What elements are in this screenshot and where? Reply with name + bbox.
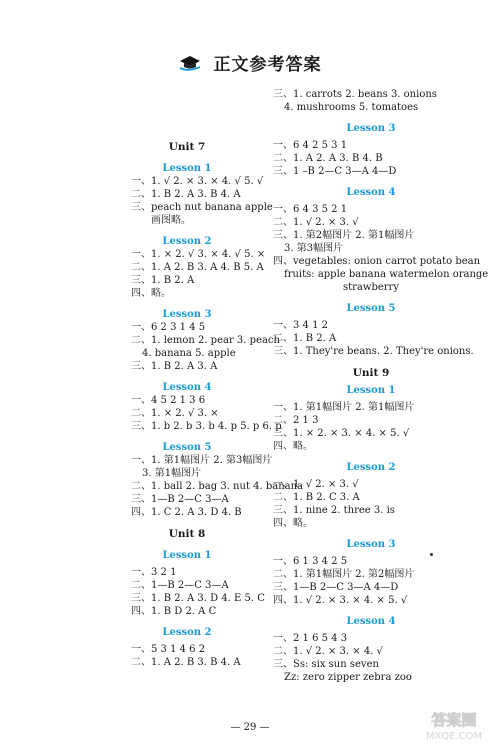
answer-line: 一、1. √ 2. × 3. × 4. √ 5. √ [131,176,264,187]
answer-line: 二、1—B 2—C 3—A [131,580,229,591]
answer-line: 四、1. B D 2. A C [131,606,217,617]
answer-line: 三、1. carrots 2. beans 3. onions [273,89,437,100]
answer-line: 一、1. 第1幅图片 2. 第1幅图片 [273,402,415,413]
answer-line: 一、1. 第1幅图片 2. 第3幅图片 [131,455,273,466]
answer-line: 4. banana 5. apple [142,348,236,359]
page-number: — 29 — [230,722,270,733]
answer-line: fruits: apple banana watermelon orange [284,269,489,280]
lesson-heading: Lesson 5 [346,303,396,314]
answer-line: 二、1. A 2. B 3. B 4. A [131,657,241,668]
answer-line: 一、6 1 3 4 2 5 [273,556,348,567]
answer-line: 二、1. A 2. A 3. B 4. B [273,153,383,164]
unit-heading: Unit 9 [352,367,390,379]
answer-line: 3. 第1幅图片 [142,468,202,479]
answer-line: 二、1. √ 2. × 3. × 4. √ [273,646,383,657]
answer-line: 一、3 4 1 2 [273,320,328,331]
graduation-cap-icon [178,54,202,72]
answer-line: 一、2 1 6 5 4 3 [273,633,348,644]
answer-line: 二、2 1 3 [273,415,319,426]
answer-line: 一、6 2 3 1 4 5 [131,322,206,333]
answer-line: 二、1. B 2. A 3. B 4. A [131,189,241,200]
lesson-heading: Lesson 5 [162,442,212,453]
answer-line: strawberry [343,282,399,293]
lesson-heading: Lesson 2 [346,462,396,473]
answer-line: 一、1. √ 2. × 3. √ [273,479,359,490]
answer-line: 二、1. × 2. √ 3. × [131,408,219,419]
answer-line: 二、1. B 2. C 3. A [273,492,360,503]
answer-line: 三、1. B 2. A 3. A [131,361,218,372]
lesson-heading: Lesson 4 [162,382,212,393]
lesson-heading: Lesson 1 [162,163,212,174]
answer-line: 一、4 5 2 1 3 6 [131,395,206,406]
answer-line: 四、略。 [273,441,313,452]
watermark-logo [414,705,494,745]
answer-line: 三、1. 第2幅图片 2. 第1幅图片 [273,230,415,241]
answer-line: 二、1. lemon 2. pear 3. peach [131,335,280,346]
answer-line: 三、peach nut banana apple [131,202,273,213]
lesson-heading: Lesson 1 [162,550,212,561]
lesson-heading: Lesson 4 [346,187,396,198]
right-column [273,88,489,684]
answer-line: Zz: zero zipper zebra zoo [284,672,412,683]
answer-line: 一、1. × 2. √ 3. × 4. √ 5. × [131,249,266,260]
answer-line: 二、1. √ 2. × 3. √ [273,217,359,228]
lesson-heading: Lesson 3 [162,309,212,320]
answer-line: 一、6 4 2 5 3 1 [273,140,348,151]
answer-line: 画图略。 [151,215,191,226]
answer-line: 四、略。 [131,288,171,299]
answer-line: 三、1. B 2. A [131,275,195,286]
answer-line: 三、1. They're beans. 2. They're onions. [273,346,474,357]
page-title [0,50,500,80]
answer-line: 四、1. C 2. A 3. D 4. B [131,507,242,518]
answer-line: 三、1 –B 2—C 3—A 4—D [273,166,397,177]
answer-line: 四、1. √ 2. × 3. × 4. × 5. √ [273,595,408,606]
answer-line: 一、5 3 1 4 6 2 [131,644,206,655]
svg-text:答案圈: 答案圈 [431,711,477,729]
unit-heading: Unit 7 [168,141,206,153]
lesson-heading: Lesson 3 [346,123,396,134]
answer-line: 3. 第3幅图片 [284,243,344,254]
answer-line: 三、1. B 2. A 3. D 4. E 5. C [131,593,265,604]
lesson-heading: Lesson 2 [162,627,212,638]
answer-line: 三、1—B 2—C 3—A [131,494,229,505]
answer-line: 一、3 2 1 [131,567,177,578]
answer-line: 三、1. nine 2. three 3. is [273,505,395,516]
answer-line: 二、1. ball 2. bag 3. nut 4. banana [131,481,304,492]
answer-line: 三、1—B 2—C 3—A 4—D [273,582,399,593]
answer-line: 二、1. B 2. A [273,333,337,344]
svg-text:MXQE.COM: MXQE.COM [425,731,483,742]
answer-line: 4. mushrooms 5. tomatoes [284,102,419,113]
answer-line: 四、vegetables: onion carrot potato bean [273,256,481,267]
lesson-heading: Lesson 2 [162,236,212,247]
answer-line: 三、1. × 2. × 3. × 4. × 5. √ [273,428,410,439]
answer-line: 一、6 4 3 5 2 1 [273,204,348,215]
lesson-heading: Lesson 3 [346,539,396,550]
answer-line: 三、Ss: six sun seven [273,659,379,670]
lesson-heading: Lesson 1 [346,385,396,396]
lesson-heading: Lesson 4 [346,616,396,627]
unit-heading: Unit 8 [168,528,206,540]
title-text: 正文参考答案 [213,55,322,75]
answer-line: 四、略。 [273,518,313,529]
stray-dot [430,553,433,556]
answer-line: 二、1. A 2. B 3. A 4. B 5. A [131,262,264,273]
answer-line: 三、1. b 2. b 3. b 4. p 5. p 6. p [131,421,282,432]
answer-line: 二、1. 第1幅图片 2. 第2幅图片 [273,569,415,580]
